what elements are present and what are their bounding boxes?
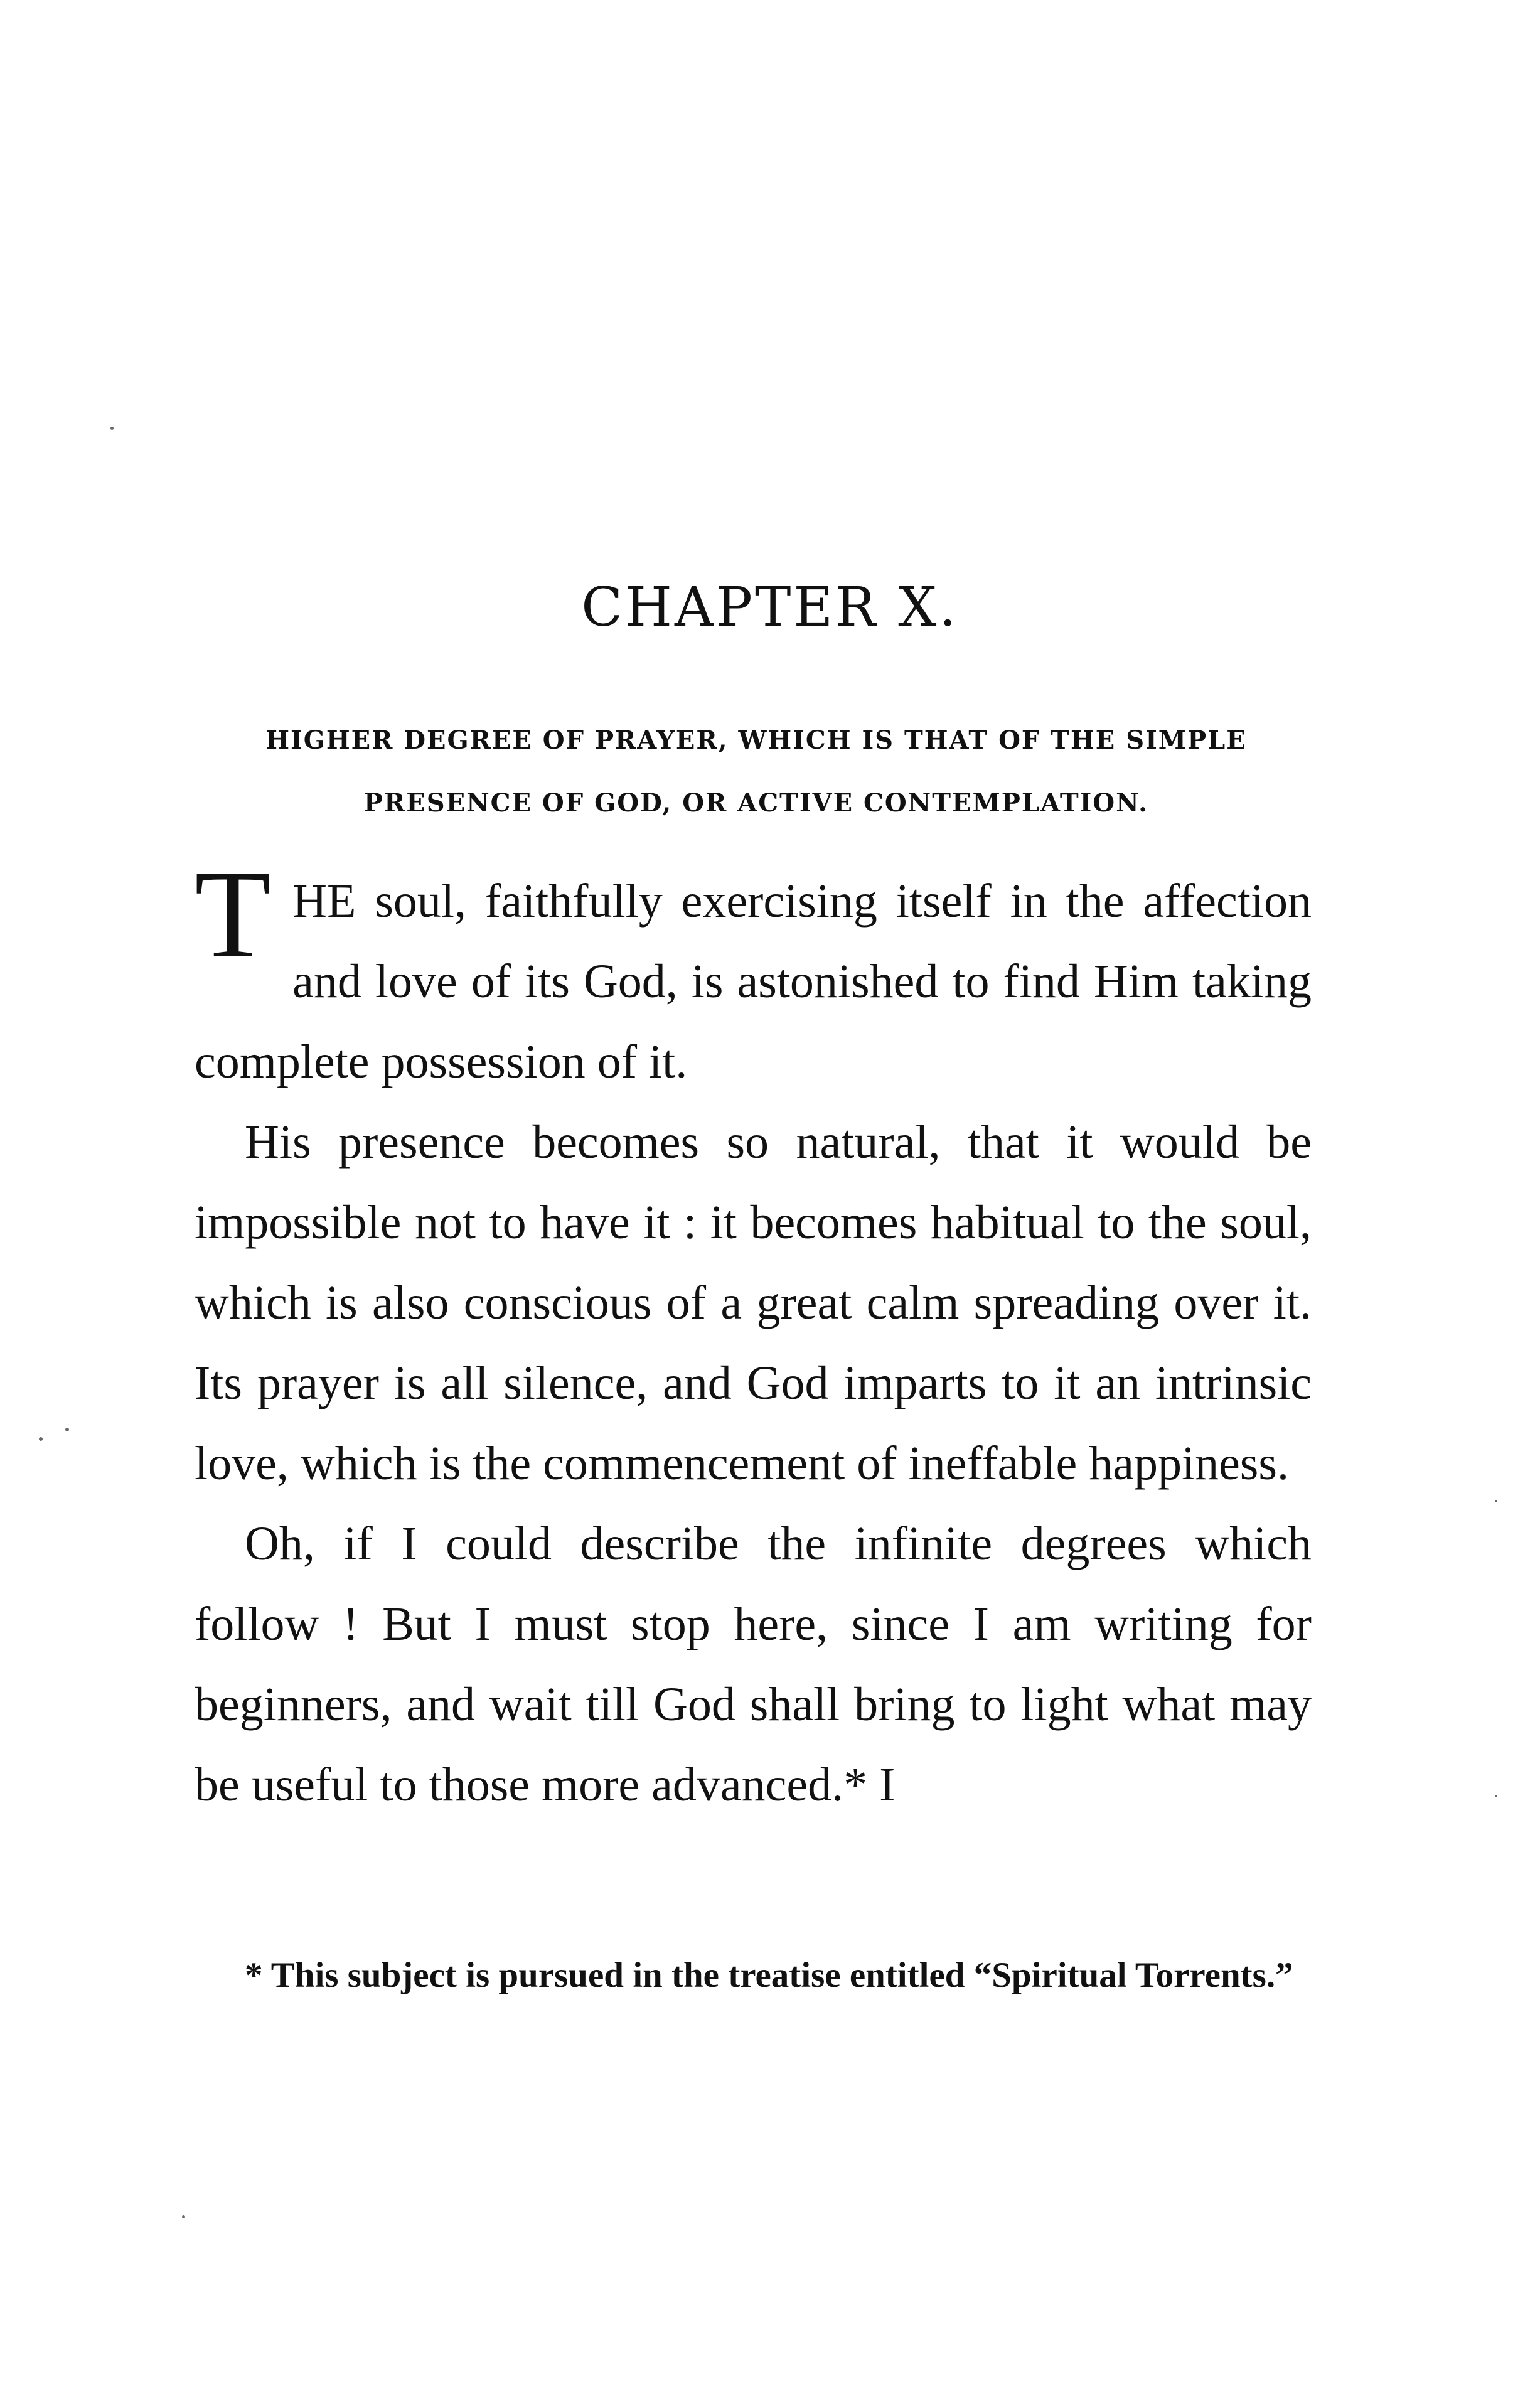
scan-speck [39, 1437, 43, 1441]
body-text [195, 845, 1312, 1825]
paragraph [195, 1504, 1312, 1825]
scan-speck [182, 2215, 185, 2218]
chapter-subtitle: HIGHER DEGREE OF PRAYER, WHICH IS THAT OF THE SIMPLE PRESENCE OF GOD, OR ACTIVE CONTEMPLATION. [265, 725, 1247, 818]
paragraph-text: Oh, if I could describe the infinite degrees which follow ! But I must stop here, since I am writing for beginners, and wait till God shall bring to light what may be useful to those more advanced.* I [195, 1517, 1312, 1811]
paragraph [195, 1102, 1312, 1504]
scan-speck [65, 1428, 69, 1431]
scan-speck [1495, 1795, 1497, 1797]
paragraph [195, 845, 1312, 1102]
footnote: * This subject is pursued in the treatise entitled “Spiritual Torrents.” [245, 1955, 1293, 1995]
paragraph-text: His presence becomes so natural, that it would be impossible not to have it : it becomes habitual to the soul, which is also conscious of a great calm spreading over it. Its prayer is all silence, and God imparts to it an intrinsic love, which is the commencement of ineffable happiness. [195, 1116, 1312, 1490]
scan-speck [110, 427, 114, 430]
drop-cap: T [195, 845, 272, 984]
scan-speck [1495, 1500, 1497, 1502]
paragraph-text: HE soul, faithfully exercising itself in the affection and love of its God, is astonished to find Him taking complete possession of it. [195, 875, 1312, 1088]
chapter-title: CHAPTER X. [581, 576, 959, 639]
